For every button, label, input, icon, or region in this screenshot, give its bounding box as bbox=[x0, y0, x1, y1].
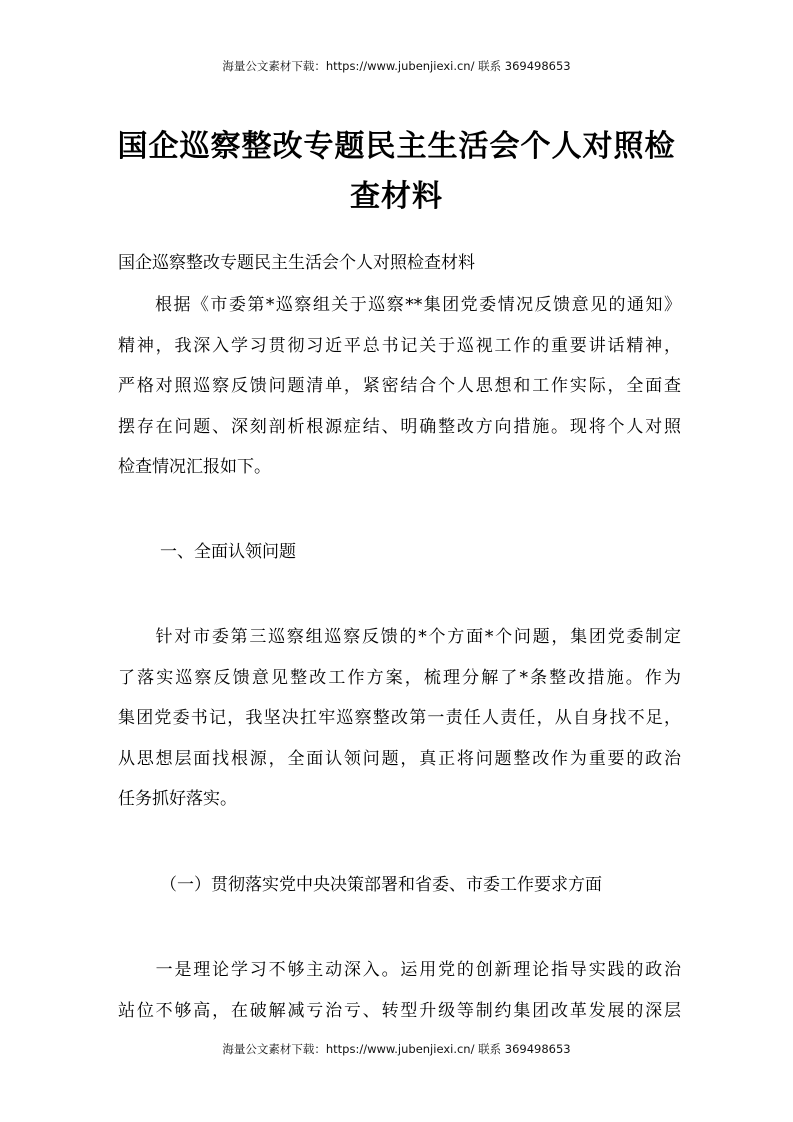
text-line: 任务抓好落实。 bbox=[118, 789, 237, 809]
text-line: 一是理论学习不够主动深入。运用党的创新理论指导实践的政治 bbox=[118, 960, 681, 980]
text-line: 根据《市委第*巡察组关于巡察**集团党委情况反馈意见的通知》 bbox=[118, 295, 681, 315]
text-line: 精神，我深入学习贯彻习近平总书记关于巡视工作的重要讲话精神， bbox=[118, 335, 681, 356]
text-line: 检查情况汇报如下。 bbox=[118, 457, 271, 477]
document-subtitle: 国企巡察整改专题民主生活会个人对照检查材料 bbox=[118, 253, 475, 273]
text-line: 摆存在问题、深刻剖析根源症结、明确整改方向措施。现将个人对照 bbox=[118, 416, 681, 437]
title-line-2: 查材料 bbox=[350, 179, 443, 214]
paragraph-intro bbox=[118, 285, 681, 488]
subsection-heading-1: （一）贯彻落实党中央决策部署和省委、市委工作要求方面 bbox=[160, 875, 602, 895]
text-line: 针对市委第三巡察组巡察反馈的*个方面*个问题，集团党委制定 bbox=[118, 627, 681, 647]
page-header: 海量公文素材下载：https://www.jubenjiexi.cn/ 联系 369498653 bbox=[222, 59, 571, 73]
text-line: 了落实巡察反馈意见整改工作方案，梳理分解了*条整改措施。作为 bbox=[118, 667, 681, 688]
document-title bbox=[100, 122, 693, 222]
text-line: 严格对照巡察反馈问题清单，紧密结合个人思想和工作实际，全面查 bbox=[118, 376, 681, 396]
section-heading-1: 一、全面认领问题 bbox=[160, 542, 296, 562]
text-line: 站位不够高，在破解减亏治亏、转型升级等制约集团改革发展的深层 bbox=[118, 1000, 681, 1021]
text-line: 集团党委书记，我坚决扛牢巡察整改第一责任人责任，从自身找不足， bbox=[118, 708, 681, 728]
paragraph-subsection-1 bbox=[118, 950, 681, 1031]
paragraph-section-1 bbox=[118, 617, 681, 820]
title-line-1: 国企巡察整改专题民主生活会个人对照检 bbox=[117, 129, 676, 164]
text-line: 从思想层面找根源，全面认领问题，真正将问题整改作为重要的政治 bbox=[118, 748, 681, 769]
page-footer: 海量公文素材下载：https://www.jubenjiexi.cn/ 联系 369498653 bbox=[222, 1042, 571, 1056]
